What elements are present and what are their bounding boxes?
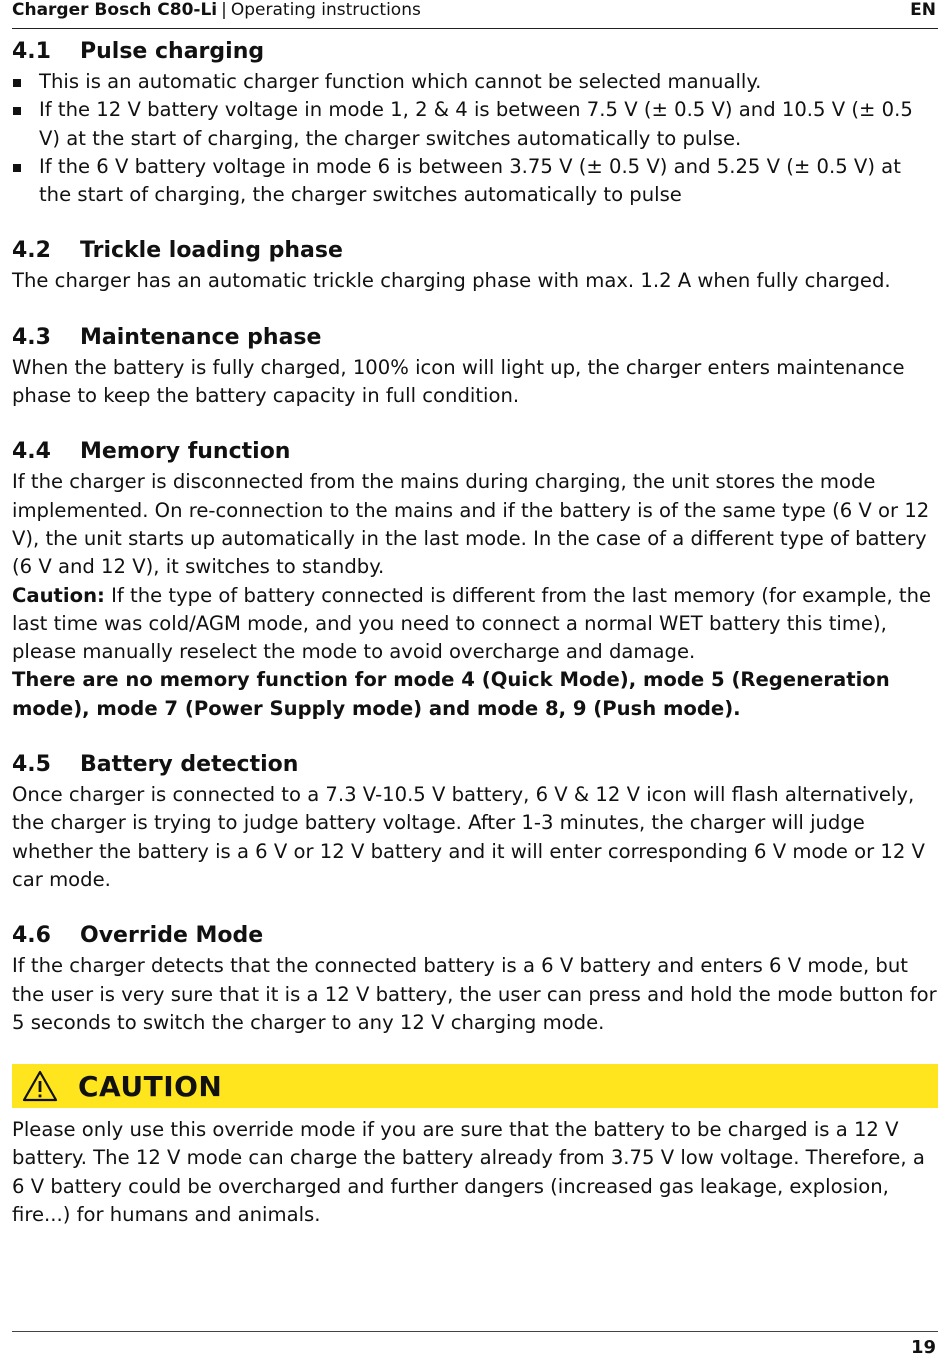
page-header (12, 0, 938, 29)
header-separator: | (221, 0, 227, 20)
product-name: Charger Bosch C80-Li (12, 0, 218, 20)
section-number: 4.3 (12, 324, 51, 350)
section-number: 4.6 (12, 923, 51, 949)
bullet-list (12, 68, 938, 209)
page-content (12, 36, 938, 1229)
section-4-5 (12, 749, 938, 894)
warning-triangle-icon (22, 1070, 58, 1102)
section-heading (12, 920, 938, 952)
language-code: EN (910, 0, 936, 20)
section-4-2 (12, 235, 938, 295)
document-type: Operating instructions (230, 0, 421, 20)
page-footer (12, 1331, 938, 1366)
caution-body: If the type of battery connected is different from the last memory (for example, the last time was cold/AGM mode, and you need to connect a normal WET battery this time), please manually reselect the mode to avoid overcharge and damage. (12, 583, 932, 664)
section-title: Memory function (80, 439, 291, 465)
section-paragraph: If the charger is disconnected from the mains during charging, the unit stores the mode implemented. On re-connection to the mains and if the battery is of the same type (6 V or 12 V), the unit starts up automatically in the last mode. In the case of a different type of battery (6 V and 12 V), it switches to standby. (12, 470, 930, 579)
section-4-6 (12, 920, 938, 1037)
section-4-4 (12, 436, 938, 723)
list-item: If the 6 V battery voltage in mode 6 is between 3.75 V (± 0.5 V) and 5.25 V (± 0.5 V) at the start of charging, the charger switches automatically to pulse (12, 153, 938, 210)
section-number: 4.4 (12, 439, 51, 465)
caution-title: CAUTION (78, 1069, 223, 1103)
section-number: 4.5 (12, 752, 51, 778)
list-item: This is an automatic charger function which cannot be selected manually. (12, 68, 938, 96)
section-paragraph: If the charger detects that the connected battery is a 6 V battery and enters 6 V mode, but the user is very sure that it is a 12 V battery, the user can press and hold the mode button for 5 seconds to switch the charger to any 12 V charging mode. (12, 954, 937, 1034)
section-paragraph: The charger has an automatic trickle charging phase with max. 1.2 A when fully charged. (12, 269, 891, 293)
section-number: 4.1 (12, 39, 51, 64)
section-4-3 (12, 322, 938, 411)
caution-text: Please only use this override mode if you are sure that the battery to be charged is a 12 V battery. The 12 V mode can charge the battery already from 3.75 V low voltage. Therefore, a 6 V battery could be overcharged and further dangers (increased gas leakage, explosion, fire...) for humans and animals. (12, 1118, 925, 1227)
section-4-1 (12, 36, 938, 209)
section-title: Trickle loading phase (80, 238, 343, 264)
section-heading (12, 749, 938, 781)
section-paragraph: Once charger is connected to a 7.3 V-10.5 V battery, 6 V & 12 V icon will flash alternatively, the charger is trying to judge battery voltage. After 1-3 minutes, the charger will judge whether the battery is a 6 V or 12 V battery and it will enter corresponding 6 V mode or 12 V car mode. (12, 783, 925, 891)
section-title: Override Mode (80, 923, 264, 949)
section-heading (12, 436, 938, 468)
list-item: If the 12 V battery voltage in mode 1, 2 & 4 is between 7.5 V (± 0.5 V) and 10.5 V (± 0.5 V) at the start of charging, the charger switches automatically to pulse. (12, 96, 938, 153)
caution-banner (12, 1064, 938, 1108)
page-number: 19 (910, 1337, 936, 1358)
section-heading (12, 36, 938, 68)
section-heading (12, 235, 938, 267)
memory-note: There are no memory function for mode 4 (Quick Mode), mode 5 (Regeneration mode), mode 7 (Power Supply mode) and mode 8, 9 (Push mode). (12, 668, 890, 720)
section-title: Battery detection (80, 752, 299, 778)
caution-paragraph (12, 582, 938, 667)
section-title: Pulse charging (80, 39, 265, 64)
section-paragraph: When the battery is fully charged, 100% icon will light up, the charger enters maintenance phase to keep the battery capacity in full condition. (12, 355, 905, 408)
section-title: Maintenance phase (80, 324, 322, 350)
section-number: 4.2 (12, 238, 51, 264)
section-heading (12, 322, 938, 354)
caution-label: Caution: (12, 583, 105, 607)
